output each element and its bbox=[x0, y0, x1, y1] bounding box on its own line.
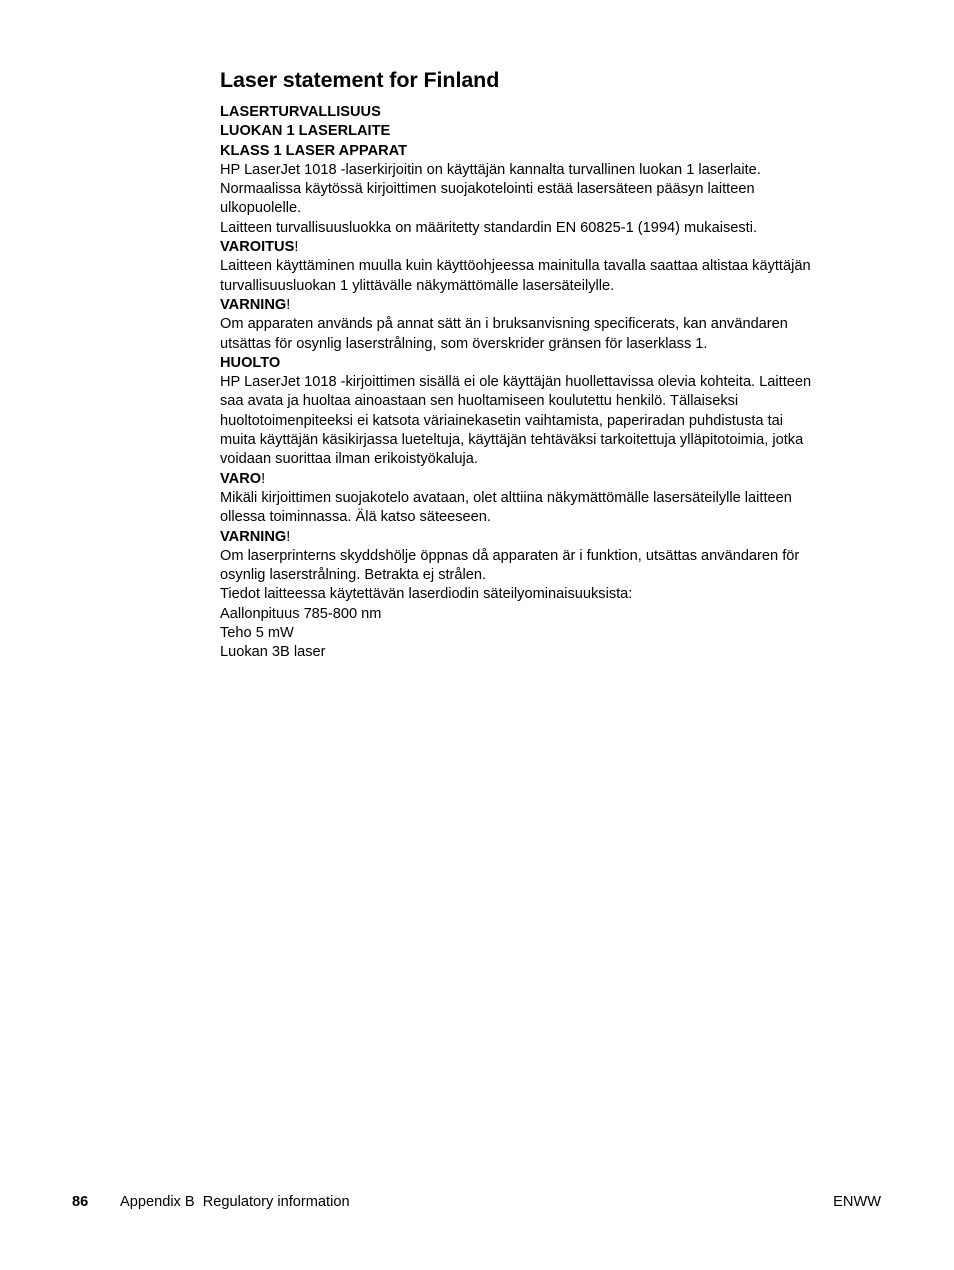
text-line-bold: VARNING bbox=[220, 296, 287, 313]
page-footer bbox=[0, 1191, 954, 1213]
text-line-text: huoltotoimenpiteeksi ei katsota väriainekasetin vaihtamista, paperiradan puhdistusta tai bbox=[220, 412, 783, 429]
text-line-text: ulkopuolelle. bbox=[220, 200, 302, 217]
text-line bbox=[220, 277, 880, 296]
text-line-bold: VARNING bbox=[220, 528, 287, 545]
text-line bbox=[220, 219, 880, 238]
text-line-text: HP LaserJet 1018 -kirjoittimen sisällä ei ole käyttäjän huollettavissa olevia kohteita. Laitteen bbox=[220, 374, 812, 391]
text-line-text: Om apparaten används på annat sätt än i bruksanvisning specificerats, kan användaren bbox=[220, 316, 788, 333]
text-line bbox=[220, 103, 880, 122]
text-line bbox=[220, 142, 880, 161]
text-line-bold: LUOKAN 1 LASERLAITE bbox=[220, 123, 391, 140]
text-line-text: Teho 5 mW bbox=[220, 625, 294, 642]
text-line bbox=[220, 199, 880, 218]
text-line bbox=[220, 489, 880, 508]
text-line bbox=[220, 161, 880, 180]
text-line-bold: VAROITUS bbox=[220, 239, 295, 256]
text-line-text: voidaan suorittaa ilman erikoistyökaluja. bbox=[220, 451, 478, 468]
page-content bbox=[220, 66, 880, 663]
text-line-text: ! bbox=[294, 239, 299, 256]
text-line-text: osynlig laserstrålning. Betrakta ej strålen. bbox=[220, 567, 487, 584]
text-line-text: ollessa toiminnassa. Älä katso säteeseen. bbox=[220, 509, 491, 526]
text-line bbox=[220, 528, 880, 547]
text-line-text: HP LaserJet 1018 -laserkirjoitin on käyttäjän kannalta turvallinen luokan 1 laserlaite. bbox=[220, 161, 761, 178]
page-title: Laser statement for Finland bbox=[220, 68, 500, 92]
text-line-bold: VARO bbox=[220, 470, 262, 487]
footer-section: Appendix B Regulatory information bbox=[120, 1194, 350, 1210]
text-line bbox=[220, 470, 880, 489]
statement-body bbox=[220, 103, 880, 663]
text-line-text: turvallisuusluokan 1 ylittävälle näkymättömälle lasersäteilylle. bbox=[220, 277, 615, 294]
footer-right: ENWW bbox=[833, 1194, 881, 1210]
text-line bbox=[220, 566, 880, 585]
text-line bbox=[220, 257, 880, 276]
text-line bbox=[220, 122, 880, 141]
text-line-bold: LASERTURVALLISUUS bbox=[220, 104, 381, 120]
text-line bbox=[220, 605, 880, 624]
text-line-text: Normaalissa käytössä kirjoittimen suojakotelointi estää lasersäteen pääsyn laitteen bbox=[220, 181, 755, 198]
text-line-text: Laitteen turvallisuusluokka on määritetty standardin EN 60825-1 (1994) mukaisesti. bbox=[220, 219, 758, 236]
text-line-text: ! bbox=[286, 528, 291, 545]
text-line-bold: KLASS 1 LASER APPARAT bbox=[220, 142, 408, 159]
text-line-text: Laitteen käyttäminen muulla kuin käyttöohjeessa mainitulla tavalla saattaa altistaa käyttäjän bbox=[220, 258, 811, 275]
text-line bbox=[220, 643, 880, 662]
text-line bbox=[220, 238, 880, 257]
text-line bbox=[220, 585, 880, 604]
text-line-text: Luokan 3B laser bbox=[220, 644, 326, 661]
text-line-text: saa avata ja huoltaa ainoastaan sen huoltamiseen koulutettu henkilö. Tällaiseksi bbox=[220, 393, 739, 410]
text-line bbox=[220, 450, 880, 469]
text-line bbox=[220, 392, 880, 411]
text-line bbox=[220, 354, 880, 373]
text-line bbox=[220, 412, 880, 431]
text-line bbox=[220, 624, 880, 643]
text-line-text: Aallonpituus 785-800 nm bbox=[220, 605, 382, 622]
text-line bbox=[220, 431, 880, 450]
text-line-text: muita käyttäjän käsikirjassa lueteltuja, käyttäjän tehtäväksi tarkoitettuja ylläpitotoimia, jotka bbox=[220, 432, 804, 449]
text-line bbox=[220, 180, 880, 199]
text-line bbox=[220, 335, 880, 354]
text-line bbox=[220, 296, 880, 315]
page-number: 86 bbox=[72, 1194, 89, 1210]
text-line-text: Tiedot laitteessa käytettävän laserdiodin säteilyominaisuuksista: bbox=[220, 586, 633, 603]
text-line-text: ! bbox=[286, 296, 291, 313]
text-line-bold: HUOLTO bbox=[220, 354, 281, 371]
text-line-text: Mikäli kirjoittimen suojakotelo avataan, olet alttiina näkymättömälle lasersäteilylle laitteen bbox=[220, 489, 792, 506]
text-line bbox=[220, 373, 880, 392]
text-line-text: utsättas för osynlig laserstrålning, som överskrider gränsen för laserklass 1. bbox=[220, 335, 708, 352]
text-line-text: Om laserprinterns skyddshölje öppnas då apparaten är i funktion, utsättas användaren för bbox=[220, 547, 800, 564]
text-line bbox=[220, 547, 880, 566]
text-line-text: ! bbox=[261, 470, 266, 487]
text-line bbox=[220, 315, 880, 334]
text-line bbox=[220, 508, 880, 527]
